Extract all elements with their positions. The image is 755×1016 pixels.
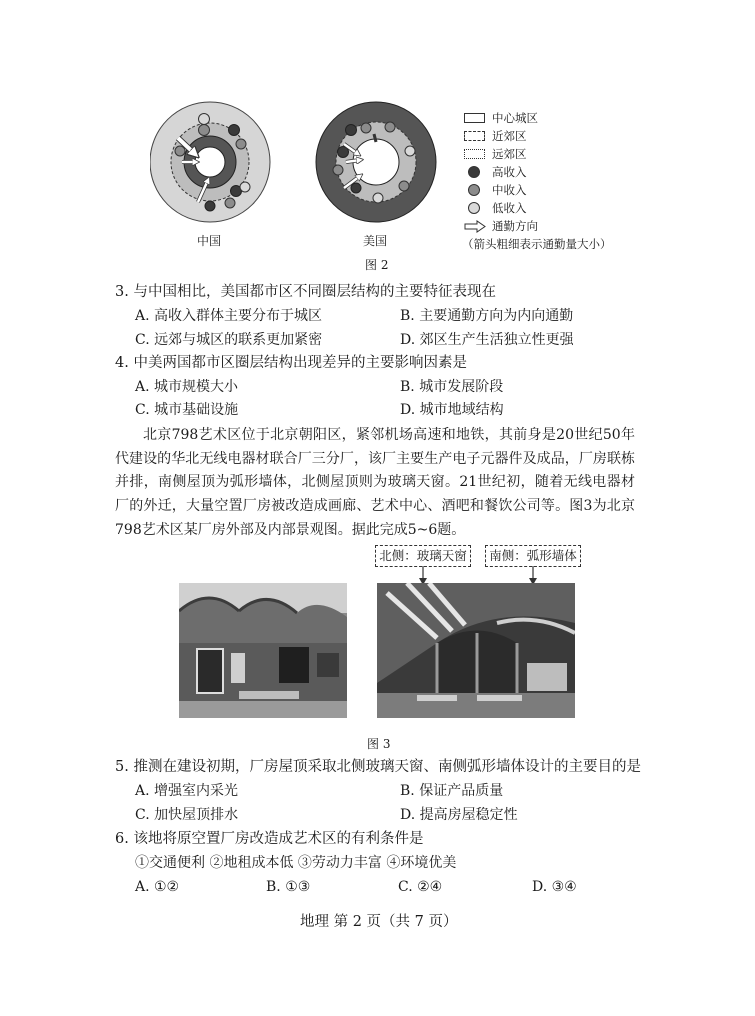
figure3-caption: 图 3 [367, 737, 391, 751]
q5-option-a[interactable]: A. 增强室内采光 [135, 783, 239, 799]
q3-option-a[interactable]: A. 高收入群体主要分布于城区 [135, 308, 323, 324]
china-label: 中国 [197, 234, 222, 248]
q5-option-b[interactable]: B. 保证产品质量 [400, 783, 504, 799]
page-footer: 地理 第 2 页（共 7 页） [300, 914, 458, 930]
callout-north-glass: 北侧：玻璃天窗 [375, 545, 471, 567]
solid-box-icon [464, 113, 485, 123]
light-circle-icon [468, 202, 480, 214]
dashed-box-icon [464, 131, 485, 141]
q3-option-c[interactable]: C. 远郊与城区的联系更加紧密 [135, 332, 323, 348]
q4-option-d[interactable]: D. 城市地域结构 [400, 402, 504, 418]
q3-option-b[interactable]: B. 主要通勤方向为内向通勤 [400, 308, 574, 324]
q6-option-a[interactable]: A. ①② [135, 879, 180, 895]
usa-label: 美国 [363, 234, 388, 248]
usa-ring-diagram [316, 102, 436, 222]
passage-798: 北京798艺术区位于北京朝阳区，紧邻机场高速和地铁，其前身是20世纪50年代建设的华北无线电器材联合厂三分厂，该厂主要生产电子元器件及成品，厂房联栋并排，南侧屋顶为弧形墙体，北侧屋顶则为玻璃天窗。21世纪初，随着无线电器材厂的外迁，大量空置厂房被改造成画廊、艺术中心、酒吧和餐饮公司等。图3为北京798艺术区某厂房外部及内部景观图。据此完成5~6题。 [115, 427, 635, 538]
factory-interior-photo [377, 583, 575, 718]
q3-option-d[interactable]: D. 郊区生产生活独立性更强 [400, 332, 574, 348]
figure2-diagrams [150, 100, 450, 240]
q4-option-b[interactable]: B. 城市发展阶段 [400, 379, 504, 395]
q4-option-c[interactable]: C. 城市基础设施 [135, 402, 239, 418]
factory-exterior-photo [179, 583, 347, 718]
q5-option-d[interactable]: D. 提高房屋稳定性 [400, 807, 518, 823]
arrow-right-icon [464, 220, 486, 233]
q5-option-c[interactable]: C. 加快屋顶排水 [135, 807, 239, 823]
q4-option-a[interactable]: A. 城市规模大小 [135, 379, 239, 395]
question-4-stem: 4. 中美两国都市区圈层结构出现差异的主要影响因素是 [115, 355, 467, 371]
legend-note: （箭头粗细表示通勤量大小） [462, 237, 612, 251]
china-ring-diagram [150, 102, 270, 222]
question-3-stem: 3. 与中国相比，美国都市区不同圈层结构的主要特征表现在 [115, 284, 496, 300]
q6-option-c[interactable]: C. ②④ [398, 879, 443, 895]
q6-option-d[interactable]: D. ③④ [532, 879, 577, 895]
callout-south-wall: 南侧：弧形墙体 [485, 545, 581, 567]
dark-circle-icon [468, 166, 480, 178]
question-6-stem: 6. 该地将原空置厂房改造成艺术区的有利条件是 [115, 831, 424, 847]
q6-conditions: ①交通便利 ②地租成本低 ③劳动力丰富 ④环境优美 [135, 855, 457, 871]
figure2-caption: 图 2 [365, 258, 389, 272]
question-5-stem: 5. 推测在建设初期，厂房屋顶采取北侧玻璃天窗、南侧弧形墙体设计的主要目的是 [115, 759, 641, 775]
dotted-box-icon [464, 149, 485, 159]
gray-circle-icon [468, 184, 480, 196]
q6-option-b[interactable]: B. ①③ [266, 879, 311, 895]
